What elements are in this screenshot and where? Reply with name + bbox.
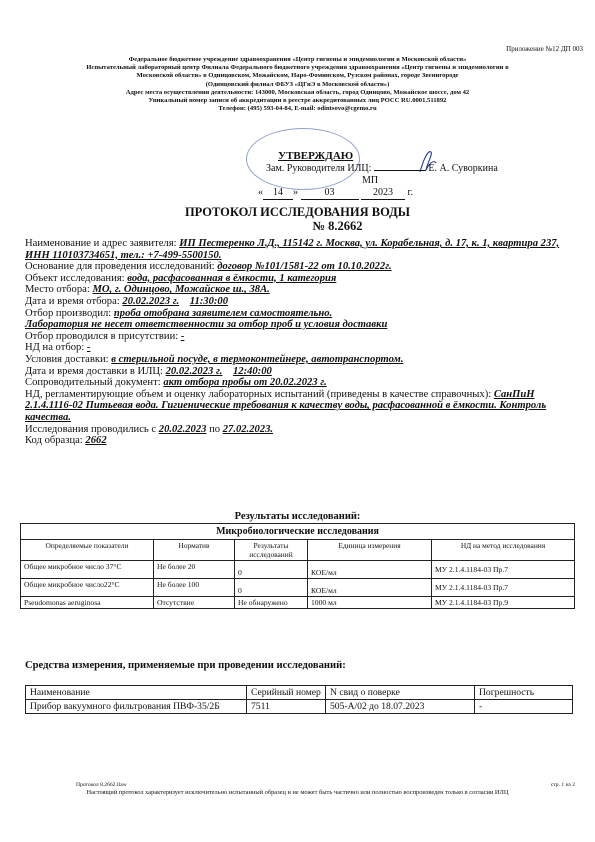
footer-disclaimer: Настоящий протокол характеризует исключительно испытанный образец и не может быть частично или полностью воспроизведен только в согласии ИЛЦ <box>86 789 509 796</box>
table-cell: МУ 2.1.4.1184-03 Пр.7 <box>432 561 575 579</box>
measurement-table <box>25 685 573 714</box>
results-header-row <box>21 540 575 561</box>
table-cell: 0 <box>235 579 308 597</box>
table-cell: 7511 <box>247 700 326 714</box>
table-cell: МУ 2.1.4.1184-03 Пр.7 <box>432 579 575 597</box>
approval-title: УТВЕРЖДАЮ <box>278 150 354 162</box>
sample-code-row: Код образца: 2662 <box>25 435 107 447</box>
measurement-header-row <box>26 686 573 700</box>
column-header: Норматив <box>154 540 235 561</box>
header-line: Московской области» в Одинцовском, Можайском, Наро-Фоминском, Рузском районах, городе Звенигороде <box>136 72 459 80</box>
lab-note-row: Лаборатория не несет ответственности за отбор проб и условия доставки <box>25 319 388 331</box>
applicant-row: Наименование и адрес заявителя: ИП Пестеренко Л.Д., 115142 г. Москва, ул. Корабельная, д. 17, к. 1, квартира 237, ИНН 110103734651, тел.: +7-499-5500150. <box>25 238 560 261</box>
basis-row: Основание для проведения исследований: договор №101/1581-22 от 10.10.2022г. <box>25 261 392 273</box>
column-header: НД на метод исследования <box>432 540 575 561</box>
protocol-fields <box>25 238 575 447</box>
protocol-title: ПРОТОКОЛ ИССЛЕДОВАНИЯ ВОДЫ <box>184 205 411 219</box>
table-row <box>26 700 573 714</box>
table-cell: Прибор вакуумного фильтрования ПВФ-35/2Б <box>26 700 247 714</box>
organization-header <box>14 56 581 113</box>
approver-name: Е. А. Суворкина <box>428 163 498 174</box>
protocol-number: № 8.2662 <box>312 219 363 233</box>
protocol-title-block <box>0 205 595 233</box>
column-header: Погрешность <box>475 686 573 700</box>
footer-page-number: стр. 1 из 2 <box>550 782 575 788</box>
table-cell: 505-А/02 до 18.07.2023 <box>326 700 475 714</box>
approval-mp: МП <box>362 175 379 186</box>
column-header: Результаты исследований <box>235 540 308 561</box>
nd-regulation-row: НД, регламентирующие объем и оценку лабораторных испытаний (приведены в качестве справочных): СанПиН 2.1.4.1116-02 Питьевая вода. Гигиенические требования к качеству воды, расфасованной в ёмкости. Контроль качества. <box>25 388 547 423</box>
results-table <box>20 523 575 609</box>
delivery-datetime-row: Дата и время доставки в ИЛЦ: 20.02.2023 г. 12:40:00 <box>25 365 272 377</box>
header-line: Федеральное бюджетное учреждение здравоохранения «Центр гигиены и эпидемиологии в Московской области» <box>128 56 467 63</box>
footer-file-name: Протокол 8.2662.Ilaw <box>76 782 127 788</box>
table-row <box>21 597 575 609</box>
document-row: Сопроводительный документ: акт отбора пробы от 20.02.2023 г. <box>25 377 327 389</box>
table-cell: Не более 20 <box>154 561 235 579</box>
approval-position-line: Зам. Руководителя ИЛЦ: Е. А. Суворкина <box>266 163 498 174</box>
approval-block <box>258 150 498 200</box>
column-header: Определяемые показатели <box>21 540 154 561</box>
delivery-row: Условия доставки: в стерильной посуде, в термоконтейнере, автотранспортом. <box>25 353 404 365</box>
table-cell: Не обнаружено <box>235 597 308 609</box>
table-row <box>21 561 575 579</box>
approval-date: « 14 » 03 2023 г. <box>258 187 413 198</box>
presence-row: Отбор проводился в присутствии: - <box>25 330 185 342</box>
header-line: Испытательный лабораторный центр Филиала Федерального бюджетного учреждения здравоохранения «Центр гигиены и эпидемиологии в <box>86 64 509 72</box>
column-header: Серийный номер <box>247 686 326 700</box>
sampling-datetime-row: Дата и время отбора: 20.02.2023 г. 11:30:00 <box>25 295 228 307</box>
column-header: Единица измерения <box>308 540 432 561</box>
nd-sampling-row: НД на отбор: - <box>25 342 91 354</box>
results-title: Результаты исследований: <box>234 511 361 522</box>
table-cell: Отсутствие <box>154 597 235 609</box>
table-cell: 0 <box>235 561 308 579</box>
measurement-title: Средства измерения, применяемые при проведении исследований: <box>25 660 346 671</box>
table-cell: Общее микробное число22°С <box>21 579 154 597</box>
table-cell: КОЕ/мл <box>308 579 432 597</box>
header-line: (Одинцовский филиал ФБУЗ «ЦГиЭ в Московской области») <box>205 80 390 88</box>
column-header: Наименование <box>26 686 247 700</box>
table-cell: Pseudomonas aeruginosa <box>21 597 154 609</box>
appendix-note: Приложение №12 ДП 003 <box>506 45 583 53</box>
place-row: Место отбора: МО, г. Одинцово, Можайское ш., 38А. <box>25 284 270 296</box>
table-cell: КОЕ/мл <box>308 561 432 579</box>
period-row: Исследования проводились с 20.02.2023 по 27.02.2023. <box>25 423 274 435</box>
producer-row: Отбор производил: проба отобрана заявителем самостоятельно. <box>25 307 333 319</box>
table-row <box>21 579 575 597</box>
header-line: Телефон: (495) 593-04-84, E-mail: odintsovo@cgemo.ru <box>218 105 377 113</box>
table-cell: Не более 100 <box>154 579 235 597</box>
results-section-title: Микробиологические исследования <box>21 524 575 540</box>
header-line: Адрес места осуществления деятельности: 143000, Московская область, город Одинцово, Можайское шоссе, дом 42 <box>125 88 470 96</box>
object-row: Объект исследования: вода, расфасованная в ёмкости, 1 категория <box>25 272 337 284</box>
header-line: Уникальный номер записи об аккредитации в реестре аккредитованных лиц РОСС RU.0001.511892 <box>148 97 447 105</box>
table-cell: МУ 2.1.4.1184-03 Пр.9 <box>432 597 575 609</box>
table-cell: Общее микробное число 37°С <box>21 561 154 579</box>
table-cell: - <box>475 700 573 714</box>
column-header: N свид о поверке <box>326 686 475 700</box>
table-cell: 1000 мл <box>308 597 432 609</box>
